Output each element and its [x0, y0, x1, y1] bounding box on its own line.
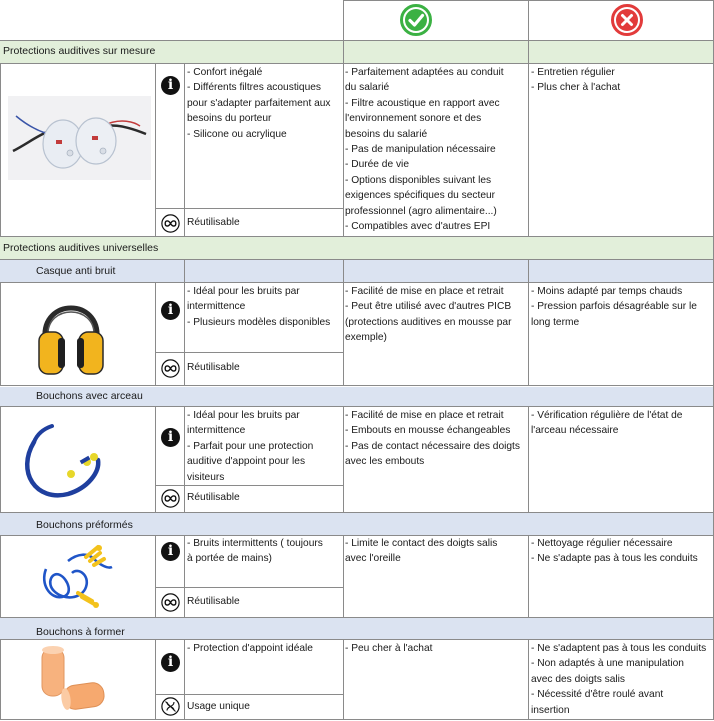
list-item: - Durée de vie	[345, 159, 409, 171]
foam-disadvantages-list	[531, 641, 713, 718]
foam-earplugs-photo	[36, 644, 108, 718]
grid-line	[0, 406, 1, 513]
list-item: l'environnement sonore et des	[345, 113, 482, 125]
info-icon: i	[161, 301, 180, 320]
list-item: - Idéal pour les bruits par	[187, 286, 300, 297]
grid-line	[0, 512, 714, 513]
grid-line	[0, 236, 714, 237]
list-item: - Facilité de mise en place et retrait	[345, 286, 504, 297]
preformed-features-list	[187, 536, 343, 567]
list-item: - Peu cher à l'achat	[345, 643, 433, 654]
product-earmuff-title: Casque anti bruit	[36, 265, 116, 277]
banded-advantages-list	[345, 408, 527, 470]
product-banded-title: Bouchons avec arceau	[36, 390, 143, 402]
list-item: - Pression parfois désagréable sur le	[531, 301, 697, 313]
list-item: - Embouts en mousse échangeables	[345, 425, 511, 437]
list-item: - Moins adapté par temps chauds	[531, 286, 683, 297]
grid-line	[343, 0, 344, 237]
list-item: besoins du porteur	[187, 113, 272, 125]
grid-line	[528, 535, 529, 618]
list-item: exemple)	[345, 332, 387, 344]
list-item: - Nécessité d'être roulé avant	[531, 689, 664, 701]
info-icon: i	[161, 428, 180, 447]
list-item: - Pas de manipulation nécessaire	[345, 144, 496, 156]
section-universal-header	[0, 237, 714, 259]
product-foam-header	[0, 618, 714, 639]
earmuff-advantages-list	[345, 284, 527, 346]
list-item: (protections auditives en mousse par	[345, 316, 512, 328]
preformed-reuse-label: Réutilisable	[187, 596, 240, 607]
list-item: auditive d'appoint pour les	[187, 456, 306, 468]
list-item: besoins du salarié	[345, 128, 428, 140]
list-item: - Filtre acoustique en rapport avec	[345, 97, 500, 109]
list-item: - Entretien régulier	[531, 67, 615, 78]
grid-line	[155, 406, 156, 513]
list-item: intermittence	[187, 301, 246, 313]
banded-reuse-label: Réutilisable	[187, 492, 240, 503]
header-empty-cell	[0, 0, 343, 40]
grid-line	[528, 259, 529, 386]
list-item: avec l'oreille	[345, 553, 401, 565]
grid-line	[0, 639, 1, 720]
banded-disadvantages-list	[531, 408, 713, 439]
product-foam-title: Bouchons à former	[36, 626, 125, 638]
grid-line	[0, 535, 1, 618]
earmuff-disadvantages-list	[531, 284, 713, 330]
list-item: - Limite le contact des doigts salis	[345, 538, 498, 549]
list-item: - Protection d'appoint idéale	[187, 643, 313, 654]
section-custom-header	[0, 41, 714, 63]
grid-line	[0, 63, 1, 237]
earmuff-features-list	[187, 284, 343, 330]
list-item: exigences spécifiques du secteur	[345, 190, 496, 202]
infinity-icon	[161, 593, 180, 612]
info-icon: i	[161, 653, 180, 672]
grid-line	[0, 535, 714, 536]
product-banded-header	[0, 387, 714, 406]
banded-earplugs-photo	[16, 412, 108, 506]
grid-line	[0, 639, 714, 640]
custom-advantages-list	[345, 65, 527, 234]
list-item: - Ne s'adapte pas à tous les conduits	[531, 553, 698, 565]
banded-features-list	[187, 408, 343, 485]
grid-line	[343, 406, 344, 513]
list-item: - Vérification régulière de l'état de	[531, 410, 683, 421]
earmuff-reuse-label: Réutilisable	[187, 362, 240, 373]
list-item: - Ne s'adaptent pas à tous les conduits	[531, 643, 707, 654]
product-earmuff-header	[0, 260, 714, 282]
corded-preformed-earplugs-photo	[38, 539, 118, 611]
section-custom-title: Protections auditives sur mesure	[3, 45, 156, 57]
list-item: du salarié	[345, 82, 390, 94]
grid-line	[0, 282, 714, 283]
grid-line	[184, 535, 185, 618]
info-icon: i	[161, 542, 180, 561]
list-item: à portée de mains)	[187, 553, 272, 565]
grid-line	[343, 535, 344, 618]
grid-line	[155, 639, 156, 720]
info-icon: i	[161, 76, 180, 95]
list-item: - Plusieurs modèles disponibles	[187, 316, 331, 328]
grid-line	[184, 259, 185, 386]
grid-line	[0, 40, 714, 41]
list-item: long terme	[531, 316, 580, 328]
grid-line	[528, 0, 529, 237]
list-item: - Non adaptés à une manipulation	[531, 658, 684, 670]
list-item: - Parfaitement adaptées au conduit	[345, 67, 504, 78]
infinity-icon	[161, 359, 180, 378]
list-item: - Plus cher à l'achat	[531, 82, 621, 94]
green-check-circle-icon	[399, 3, 433, 37]
grid-line	[0, 259, 714, 260]
grid-line	[184, 406, 185, 513]
list-item: visiteurs	[187, 471, 225, 483]
list-item: pour s'adapter parfaitement aux	[187, 97, 331, 109]
list-item: - Bruits intermittents ( toujours	[187, 538, 323, 549]
preformed-advantages-list	[345, 536, 527, 567]
list-item: intermittence	[187, 425, 246, 437]
grid-line	[0, 282, 1, 386]
list-item: - Parfait pour une protection	[187, 440, 314, 452]
custom-features-list	[187, 65, 343, 142]
custom-disadvantages-list	[531, 65, 713, 96]
header-advantages-cell	[343, 0, 528, 40]
grid-line	[155, 282, 156, 386]
red-x-circle-icon	[610, 3, 644, 37]
grid-line	[0, 406, 714, 407]
list-item: - Confort inégalé	[187, 67, 263, 78]
foam-features-list	[187, 641, 343, 656]
list-item: - Compatibles avec d'autres EPI	[345, 221, 491, 233]
list-item: - Peut être utilisé avec d'autres PICB	[345, 301, 512, 313]
list-item: - Pas de contact nécessaire des doigts	[345, 440, 520, 452]
grid-line	[0, 385, 714, 386]
earmuff-photo	[36, 288, 106, 380]
grid-line	[155, 63, 156, 237]
product-preformed-header	[0, 513, 714, 535]
preformed-disadvantages-list	[531, 536, 713, 567]
header-disadvantages-cell	[528, 0, 714, 40]
list-item: avec les embouts	[345, 456, 425, 468]
list-item: - Nettoyage régulier nécessaire	[531, 538, 673, 549]
grid-line	[528, 639, 529, 720]
custom-reuse-label: Réutilisable	[187, 217, 240, 228]
foam-reuse-label: Usage unique	[187, 701, 250, 712]
product-preformed-title: Bouchons préformés	[36, 519, 133, 531]
list-item: professionnel (agro alimentaire...)	[345, 205, 497, 217]
list-item: insertion	[531, 704, 570, 716]
foam-advantages-list	[345, 641, 527, 656]
grid-line	[528, 406, 529, 513]
list-item: - Options disponibles suivant les	[345, 174, 492, 186]
list-item: - Différents filtres acoustiques	[187, 82, 322, 94]
grid-line	[0, 617, 714, 618]
custom-earplugs-photo	[8, 96, 151, 180]
grid-line	[184, 63, 185, 237]
infinity-icon	[161, 214, 180, 233]
list-item: - Silicone ou acrylique	[187, 128, 287, 140]
grid-line	[184, 639, 185, 720]
section-universal-title: Protections auditives universelles	[3, 242, 159, 254]
grid-line	[343, 259, 344, 386]
list-item: l'arceau nécessaire	[531, 425, 619, 437]
list-item: - Facilité de mise en place et retrait	[345, 410, 504, 421]
single-use-icon	[161, 697, 180, 716]
grid-line	[0, 63, 714, 64]
grid-line	[155, 535, 156, 618]
list-item: avec des doigts salis	[531, 673, 626, 685]
infinity-icon	[161, 489, 180, 508]
grid-line	[343, 639, 344, 720]
list-item: - Idéal pour les bruits par	[187, 410, 300, 421]
